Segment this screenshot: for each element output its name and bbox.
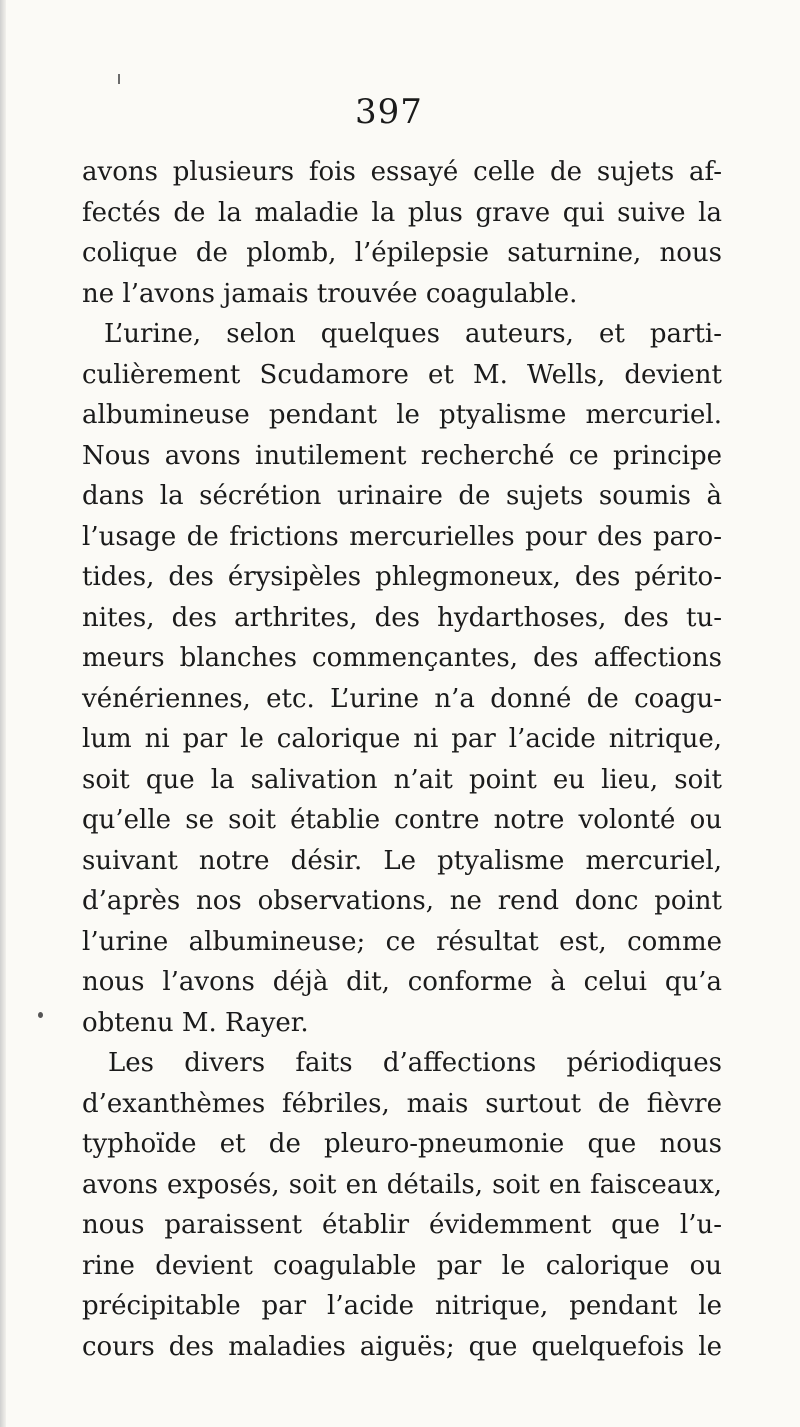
text-line: colique de plomb, l’épilepsie saturnine, nous xyxy=(82,238,722,268)
print-mark xyxy=(118,74,120,84)
text-line: Nous avons inutilement recherché ce principe xyxy=(82,440,722,471)
text-line: précipitable par l’acide nitrique, pendant le xyxy=(82,1291,722,1321)
body-text xyxy=(82,152,722,1367)
text-line: nites, des arthrites, des hydarthoses, des tu- xyxy=(82,602,722,633)
text-line: avons exposés, soit en détails, soit en faisceaux, xyxy=(82,1169,722,1200)
text-line: typhoïde et de pleuro-pneumonie que nous xyxy=(82,1129,722,1159)
text-line: d’après nos observations, ne rend donc point xyxy=(82,886,722,916)
ink-spot xyxy=(38,1012,43,1018)
text-line: L’urine, selon quelques auteurs, et parti- xyxy=(104,319,722,349)
text-line: cours des maladies aiguës; que quelquefois le xyxy=(82,1331,722,1362)
text-line: soit que la salivation n’ait point eu lieu, soit xyxy=(82,764,722,795)
text-line: suivant notre désir. Le ptyalisme mercuriel, xyxy=(82,845,722,876)
text-line: vénériennes, etc. L’urine n’a donné de coagu- xyxy=(82,683,722,714)
text-line: d’exanthèmes fébriles, mais surtout de fièvre xyxy=(82,1088,722,1119)
text-line: tides, des érysipèles phlegmoneux, des périto- xyxy=(82,562,722,592)
text-line: rine devient coagulable par le calorique ou xyxy=(82,1250,722,1281)
text-line: dans la sécrétion urinaire de sujets soumis à xyxy=(82,481,722,511)
page-binding-edge xyxy=(0,0,6,1427)
text-line: albumineuse pendant le ptyalisme mercuriel. xyxy=(82,400,722,430)
text-line: nous l’avons déjà dit, conforme à celui qu’a xyxy=(82,967,722,997)
text-line: lum ni par le calorique ni par l’acide nitrique, xyxy=(82,724,722,754)
text-line: l’usage de frictions mercurielles pour des paro- xyxy=(82,521,722,552)
text-line: fectés de la maladie la plus grave qui suive la xyxy=(82,197,722,228)
page-number: 397 xyxy=(355,92,423,132)
text-line: l’urine albumineuse; ce résultat est, comme xyxy=(82,926,722,957)
text-line: avons plusieurs fois essayé celle de sujets af- xyxy=(82,157,722,187)
text-line: culièrement Scudamore et M. Wells, devient xyxy=(82,359,722,390)
text-line: qu’elle se soit établie contre notre volonté ou xyxy=(82,805,722,835)
text-line: Les divers faits d’affections périodiques xyxy=(108,1048,722,1078)
text-line: ne l’avons jamais trouvée coagulable. xyxy=(82,278,578,309)
text-line: meurs blanches commençantes, des affections xyxy=(82,643,722,673)
text-line: nous paraissent établir évidemment que l’u- xyxy=(82,1210,722,1240)
text-line: obtenu M. Rayer. xyxy=(82,1007,309,1038)
